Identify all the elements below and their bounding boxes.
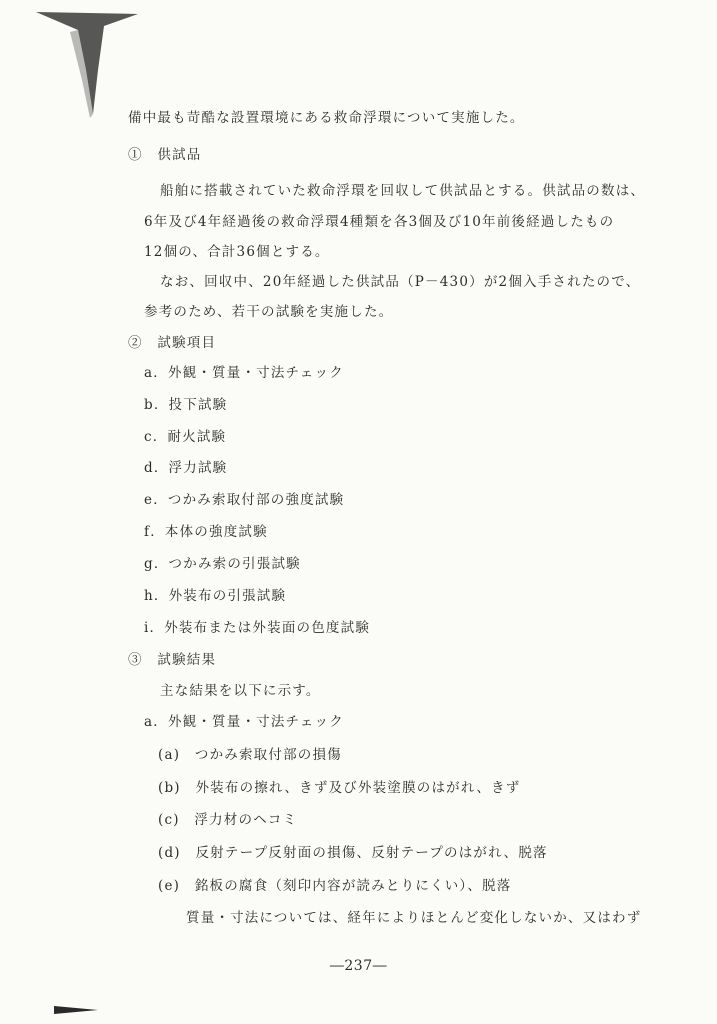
- sub-list-item: (e) 銘板の腐食（刻印内容が読みとりにくい）、脱落: [158, 878, 512, 894]
- text-line: 12個の、合計36個とする。: [144, 244, 330, 260]
- binding-shadow-top: [30, 10, 150, 120]
- list-item: e．つかみ索取付部の強度試験: [144, 492, 345, 508]
- sub-list-item: (c) 浮力材のヘコミ: [158, 812, 298, 828]
- section-heading: ② 試験項目: [128, 335, 217, 351]
- section-heading: ③ 試験結果: [128, 652, 217, 668]
- text-line: 主な結果を以下に示す。: [160, 683, 321, 699]
- text-line: 6年及び4年経過後の救命浮環4種類を各3個及び10年前後経過したもの: [144, 214, 615, 230]
- sub-list-item: (b) 外装布の擦れ、きず及び外装塗膜のはがれ、きず: [158, 780, 521, 796]
- text-line: 質量・寸法については、経年によりほとんど変化しないか、又はわず: [186, 910, 642, 926]
- text-line: 備中最も苛酷な設置環境にある救命浮環について実施した。: [128, 110, 525, 126]
- sub-list-item: (a) つかみ索取付部の損傷: [158, 747, 342, 763]
- sub-list-item: (d) 反射テープ反射面の損傷、反射テープのはがれ、脱落: [158, 845, 548, 861]
- page-number: ―237―: [329, 958, 388, 974]
- text-line: 参考のため、若干の試験を実施した。: [144, 304, 394, 320]
- binding-shadow-bottom: [54, 994, 114, 1024]
- list-item: f．本体の強度試験: [144, 524, 268, 540]
- text-line: 船舶に搭載されていた救命浮環を回収して供試品とする。供試品の数は、: [160, 183, 646, 199]
- list-item: a．外観・質量・寸法チェック: [144, 365, 344, 381]
- text-line: なお、回収中、20年経過した供試品（P－430）が2個入手されたので、: [160, 274, 641, 290]
- list-item: h．外装布の引張試験: [144, 588, 287, 604]
- list-item: a．外観・質量・寸法チェック: [144, 714, 344, 730]
- list-item: i．外装布または外装面の色度試験: [144, 620, 371, 636]
- list-item: g．つかみ索の引張試験: [144, 556, 301, 572]
- section-heading: ① 供試品: [128, 147, 202, 163]
- list-item: b．投下試験: [144, 397, 228, 413]
- list-item: d．浮力試験: [144, 460, 228, 476]
- list-item: c．耐火試験: [144, 429, 227, 445]
